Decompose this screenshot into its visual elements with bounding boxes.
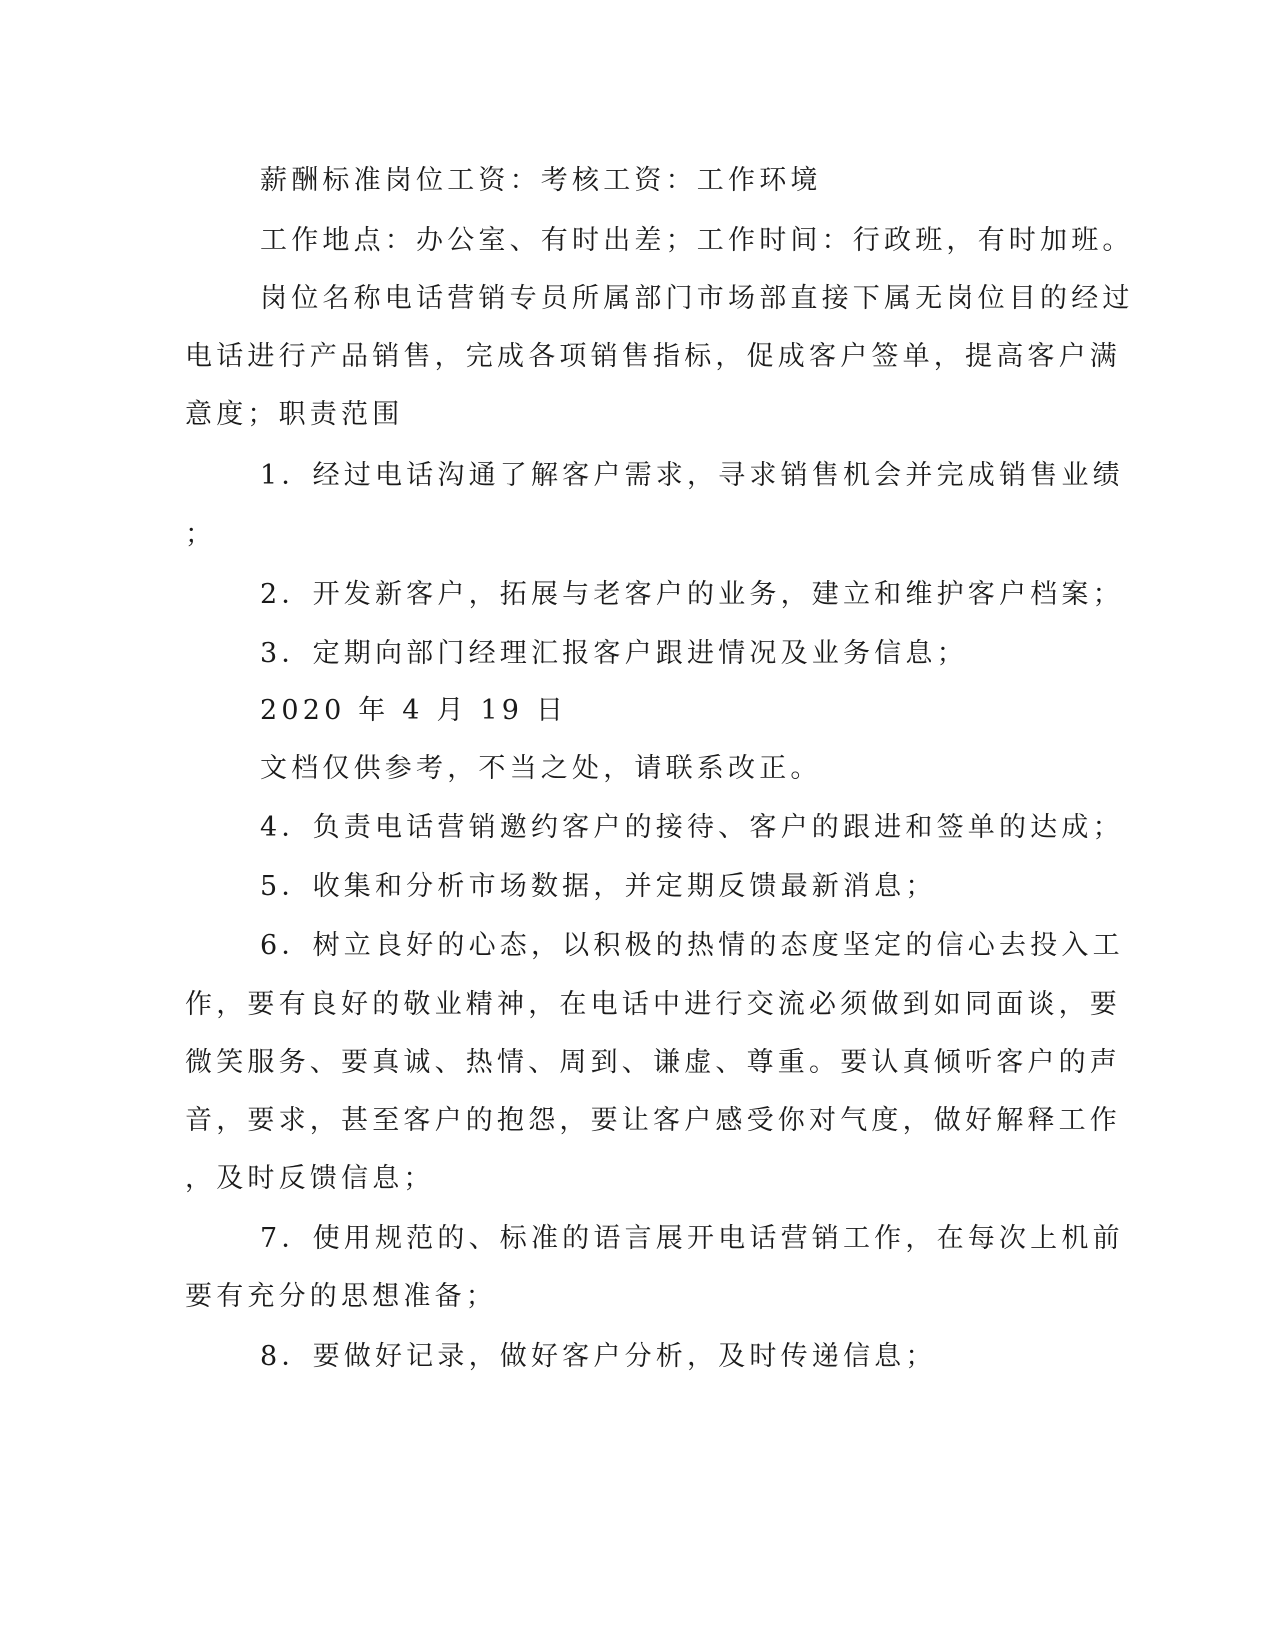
list-item-6-line-3: 微笑服务、要真诚、热情、周到、谦虚、尊重。要认真倾听客户的声 bbox=[185, 1047, 1121, 1078]
list-item-8: 8．要做好记录，做好客户分析，及时传递信息； bbox=[260, 1341, 937, 1372]
paragraph-line-scope-heading: 意度；职责范围 bbox=[185, 399, 404, 430]
list-item-1-continuation: ； bbox=[185, 519, 217, 550]
list-item-4: 4．负责电话营销邀约客户的接待、客户的跟进和签单的达成； bbox=[260, 812, 1124, 843]
list-item-6: 6．树立良好的心态，以积极的热情的态度坚定的信心去投入工 bbox=[260, 930, 1124, 961]
paragraph-line-job-title: 岗位名称电话营销专员所属部门市场部直接下属无岗位目的经过 bbox=[260, 283, 1134, 314]
paragraph-line-work-location: 工作地点：办公室、有时出差；工作时间：行政班，有时加班。 bbox=[260, 225, 1134, 256]
list-item-6-line-4: 音，要求，甚至客户的抱怨，要让客户感受你对气度，做好解释工作 bbox=[185, 1105, 1121, 1136]
list-item-6-line-5: ，及时反馈信息； bbox=[185, 1163, 435, 1194]
document-date: 2020 年 4 月 19 日 bbox=[260, 695, 568, 726]
list-item-6-line-2: 作，要有良好的敬业精神，在电话中进行交流必须做到如同面谈，要 bbox=[185, 989, 1121, 1020]
list-item-7: 7．使用规范的、标准的语言展开电话营销工作，在每次上机前 bbox=[260, 1223, 1124, 1254]
list-item-2: 2．开发新客户，拓展与老客户的业务，建立和维护客户档案； bbox=[260, 579, 1124, 610]
list-item-7-line-2: 要有充分的思想准备； bbox=[185, 1281, 497, 1312]
disclaimer-note: 文档仅供参考，不当之处，请联系改正。 bbox=[260, 753, 822, 784]
paragraph-line-salary: 薪酬标准岗位工资：考核工资：工作环境 bbox=[260, 165, 822, 196]
list-item-3: 3．定期向部门经理汇报客户跟进情况及业务信息； bbox=[260, 638, 968, 669]
paragraph-line-job-purpose: 电话进行产品销售，完成各项销售指标，促成客户签单，提高客户满 bbox=[185, 341, 1121, 372]
list-item-1: 1．经过电话沟通了解客户需求，寻求销售机会并完成销售业绩 bbox=[260, 460, 1124, 491]
list-item-5: 5．收集和分析市场数据，并定期反馈最新消息； bbox=[260, 871, 937, 902]
